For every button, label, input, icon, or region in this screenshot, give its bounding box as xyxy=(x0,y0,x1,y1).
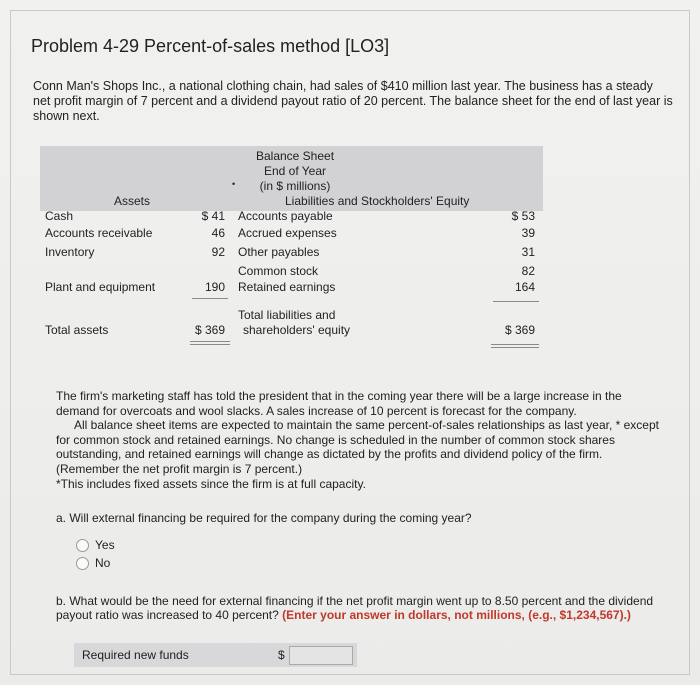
answer-row xyxy=(74,643,357,667)
option-yes-label: Yes xyxy=(95,538,115,552)
assets-total-rule-1 xyxy=(190,341,230,342)
narrative-paragraph-2: All balance sheet items are expected to maintain the same percent-of-sales relationships as last year, * except for common stock and retained earnings. No change is scheduled in the number of common stock shares outstanding, and retained earnings will change as dictated by the profits and dividend policy of the firm. (Remember the net profit margin is 7 percent.) xyxy=(56,418,659,476)
liabilities-subtotal-rule xyxy=(493,301,539,302)
narrative-paragraph-1: The firm's marketing staff has told the president that in the coming year there will be a large increase in the demand for overcoats and wool slacks. A sales increase of 10 percent is forecast for the company. xyxy=(56,389,622,418)
liabilities-total-rule-1 xyxy=(491,344,539,345)
option-no-label: No xyxy=(95,556,111,570)
question-b-hint: (Enter your answer in dollars, not millions, (e.g., $1,234,567).) xyxy=(282,608,631,622)
narrative xyxy=(56,389,661,491)
problem-title: Problem 4-29 Percent-of-sales method [LO3] xyxy=(31,36,390,56)
question-a: a. Will external financing be required for the company during the coming year? xyxy=(56,511,472,525)
liability-label: Accounts payable xyxy=(238,209,333,223)
narrative-footnote: *This includes fixed assets since the firm is at full capacity. xyxy=(56,476,366,491)
question-b-text: b. What would be the need for external financing if the net profit margin went up to 8.50 percent and the dividend payout ratio was increased to 40 percent? xyxy=(56,594,654,622)
liability-label: Common stock xyxy=(238,264,319,278)
liability-label: Retained earnings xyxy=(238,280,336,294)
radio-no[interactable] xyxy=(76,557,89,570)
total-liabilities-value: $ 369 xyxy=(504,323,535,337)
total-assets-label: Total assets xyxy=(45,323,109,337)
balance-sheet-title: Balance Sheet xyxy=(255,149,335,163)
liability-label: Other payables xyxy=(238,245,320,259)
asset-label: Accounts receivable xyxy=(45,226,153,240)
total-liabilities-label-line2: shareholders' equity xyxy=(243,323,351,337)
liability-value: 39 xyxy=(521,226,535,240)
balance-sheet-units: (in $ millions) xyxy=(259,179,331,193)
liability-value: 31 xyxy=(521,245,535,259)
radio-yes[interactable] xyxy=(76,539,89,552)
total-liabilities-label-line1: Total liabilities and xyxy=(238,308,336,322)
currency-symbol: $ xyxy=(278,648,285,662)
assets-header: Assets xyxy=(114,194,151,208)
assets-total-rule-2 xyxy=(190,344,230,345)
asset-value: 46 xyxy=(211,226,225,240)
required-new-funds-input[interactable] xyxy=(289,646,353,665)
liability-value: $ 53 xyxy=(511,209,535,223)
liability-value: 164 xyxy=(514,280,535,294)
problem-intro: Conn Man's Shops Inc., a national clothing chain, had sales of $410 million last year. The business has a steady net profit margin of 7 percent and a dividend payout ratio of 20 percent. The balance sheet for the end of last year is shown next. xyxy=(33,79,673,123)
required-new-funds-label: Required new funds xyxy=(82,648,189,662)
balance-sheet xyxy=(40,146,545,359)
asterisk-marker: • xyxy=(232,179,236,189)
liabilities-total-rule-2 xyxy=(491,347,539,348)
total-assets-value: $ 369 xyxy=(194,323,225,337)
asset-label: Inventory xyxy=(45,245,95,259)
question-b xyxy=(56,594,656,622)
asset-label: Plant and equipment xyxy=(45,280,156,294)
balance-sheet-subtitle: End of Year xyxy=(263,164,327,178)
asset-label: Cash xyxy=(45,209,74,223)
asset-value: 92 xyxy=(211,245,225,259)
asset-value: 190 xyxy=(204,280,225,294)
asset-value: $ 41 xyxy=(201,209,225,223)
liabilities-header: Liabilities and Stockholders' Equity xyxy=(285,194,470,208)
option-yes[interactable] xyxy=(76,538,115,552)
option-no[interactable] xyxy=(76,556,110,570)
assets-subtotal-rule xyxy=(192,298,228,299)
liability-value: 82 xyxy=(521,264,535,278)
liability-label: Accrued expenses xyxy=(238,226,337,240)
